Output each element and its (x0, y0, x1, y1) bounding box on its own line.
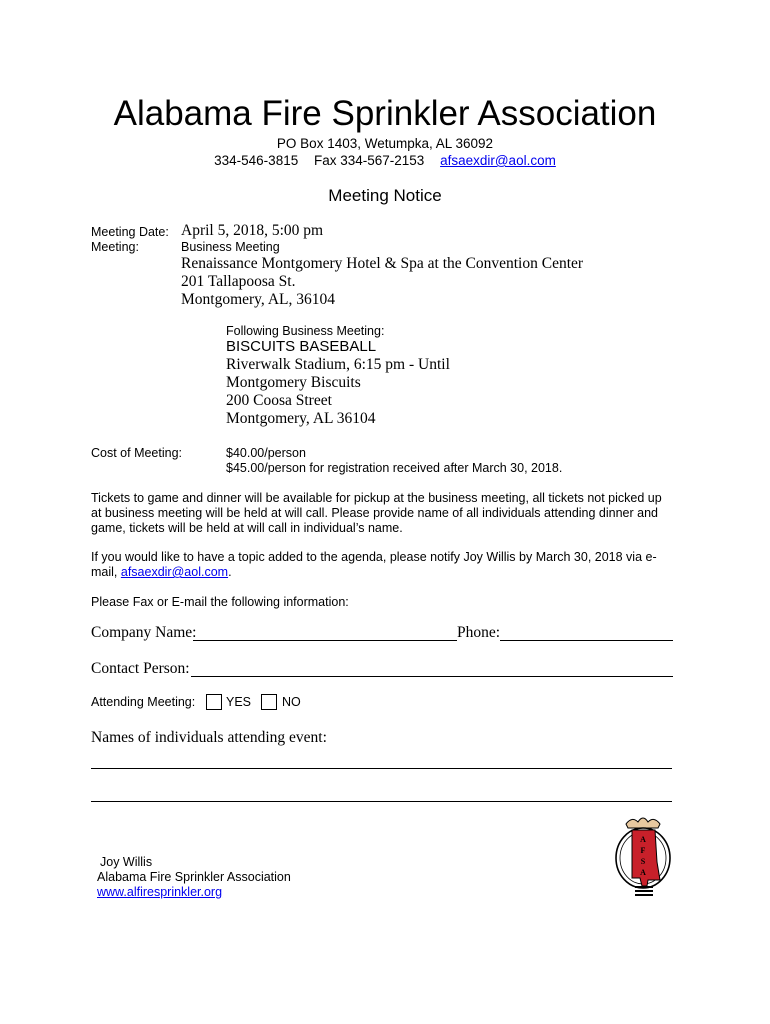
yes-checkbox[interactable] (206, 694, 222, 710)
following-line3: 200 Coosa Street (226, 392, 332, 409)
cost-label: Cost of Meeting: (91, 446, 183, 460)
phone-label: Phone: (457, 624, 501, 641)
org-phone: 334-546-3815 (214, 153, 299, 168)
venue-street: 201 Tallapoosa St. (181, 273, 296, 290)
logo-letter-1: A (640, 835, 646, 844)
org-address: PO Box 1403, Wetumpka, AL 36092 (276, 136, 494, 151)
cost-price2: $45.00/person for registration received after March 30, 2018. (226, 461, 563, 475)
org-title: Alabama Fire Sprinkler Association (113, 94, 657, 133)
company-field[interactable] (193, 640, 457, 641)
signature-name: Joy Willis (100, 855, 153, 869)
company-label: Company Name: (91, 624, 197, 641)
signature-org: Alabama Fire Sprinkler Association (97, 870, 291, 884)
logo-letter-4: A (640, 868, 646, 877)
logo-base-2 (635, 890, 653, 892)
meeting-date-value: April 5, 2018, 5:00 pm (181, 222, 324, 239)
topic-paragraph (91, 550, 669, 580)
logo-state-shape (632, 830, 660, 886)
topic-suffix: . (228, 565, 232, 579)
no-label: NO (282, 695, 301, 709)
fax-request-text: Please Fax or E-mail the following information: (91, 595, 349, 609)
org-email-link[interactable]: afsaexdir@aol.com (440, 153, 556, 168)
meeting-value: Business Meeting (181, 240, 280, 254)
contact-line (0, 153, 770, 168)
topic-email-link[interactable]: afsaexdir@aol.com (120, 565, 229, 579)
logo-letter-2: F (640, 846, 646, 855)
venue-name: Renaissance Montgomery Hotel & Spa at the Convention Center (181, 255, 584, 272)
venue-city: Montgomery, AL, 36104 (181, 291, 335, 308)
attending-label: Attending Meeting: (91, 695, 196, 709)
contact-label: Contact Person: (91, 660, 190, 677)
no-checkbox[interactable] (261, 694, 277, 710)
notice-title: Meeting Notice (328, 186, 442, 205)
cost-price1: $40.00/person (226, 446, 306, 460)
names-field-2[interactable] (91, 801, 672, 802)
names-field-1[interactable] (91, 768, 672, 769)
meeting-date-label: Meeting Date: (91, 225, 169, 239)
following-label: Following Business Meeting: (226, 324, 385, 338)
logo-letter-3: S (640, 857, 646, 866)
signature-website-link[interactable]: www.alfiresprinkler.org (97, 885, 223, 899)
topic-text: If you would like to have a topic added to the agenda, please notify Joy Willis by March 30, 2018 via e-mail, (91, 550, 657, 579)
tickets-paragraph: Tickets to game and dinner will be available for pickup at the business meeting, all tickets not picked up at business meeting will be held at will call. Please provide name of all individuals attending dinner and game, tickets will be held at will call in individual’s name. (91, 491, 662, 535)
names-label: Names of individuals attending event: (91, 729, 327, 746)
logo-base-1 (635, 886, 653, 888)
meeting-label: Meeting: (91, 240, 139, 254)
following-line2: Montgomery Biscuits (226, 374, 361, 391)
logo-crest (626, 818, 660, 828)
contact-field[interactable] (191, 676, 673, 677)
phone-field[interactable] (500, 640, 673, 641)
following-line4: Montgomery, AL 36104 (226, 410, 376, 427)
org-fax: Fax 334-567-2153 (313, 153, 425, 168)
yes-label: YES (226, 695, 252, 709)
afsa-logo (612, 814, 674, 900)
logo-base-3 (635, 894, 653, 896)
following-event: BISCUITS BASEBALL (226, 338, 377, 355)
following-line1: Riverwalk Stadium, 6:15 pm - Until (226, 356, 450, 373)
